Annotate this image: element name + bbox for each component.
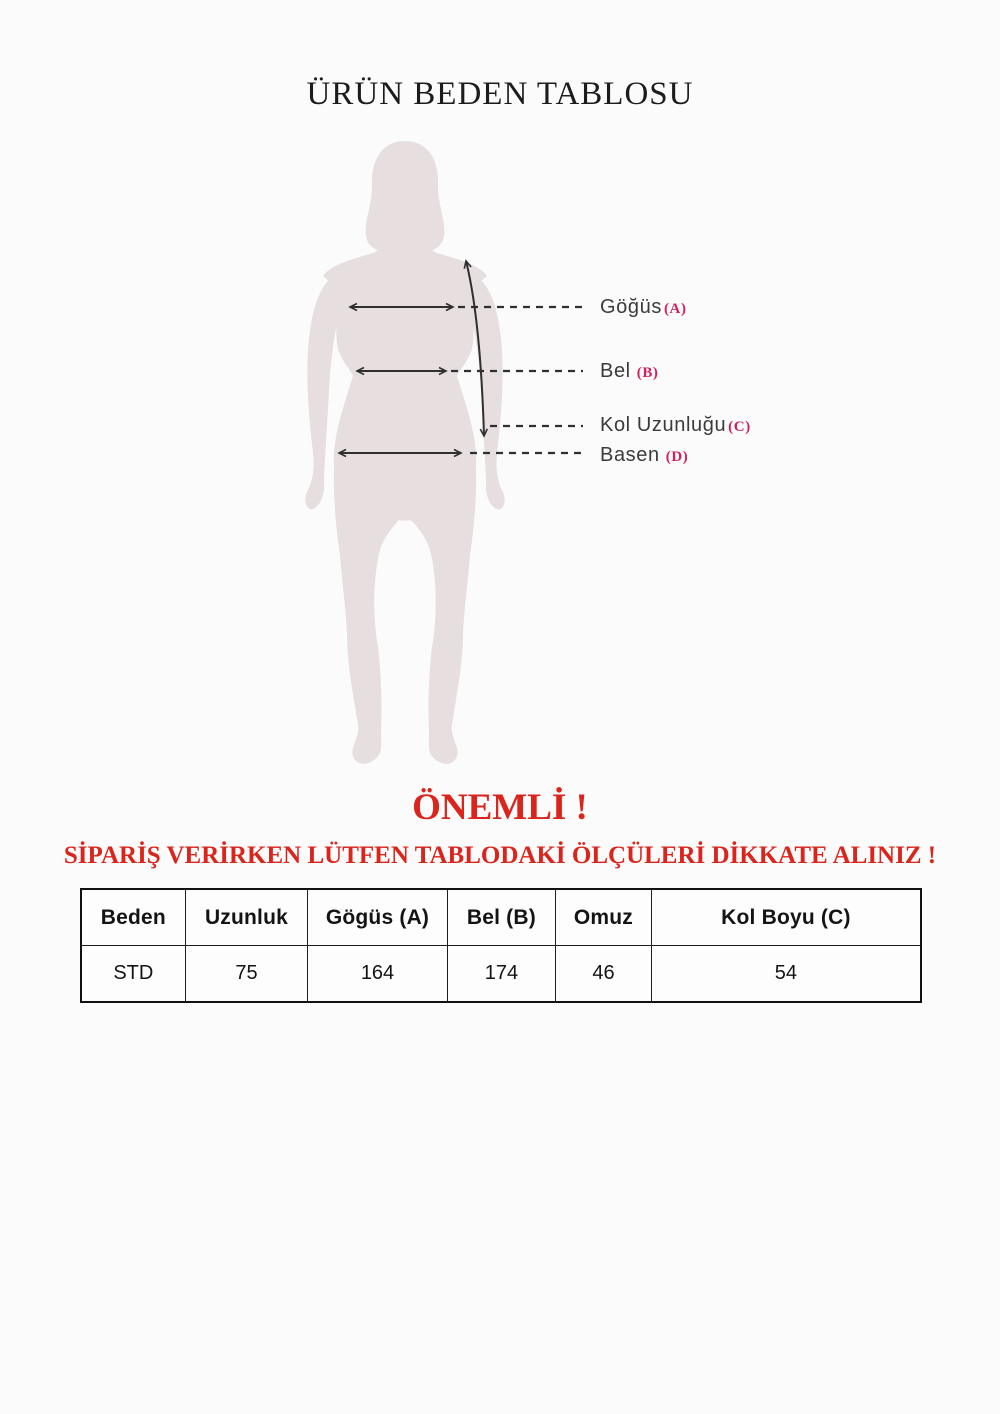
important-heading: ÖNEMLİ ! [412, 787, 588, 828]
size-table-data-row [81, 946, 921, 1003]
label-arm-length-letter: (C) [728, 419, 751, 435]
label-chest [600, 294, 687, 322]
size-table-header-row [81, 889, 921, 946]
warning-message: SİPARİŞ VERİRKEN LÜTFEN TABLODAKİ ÖLÇÜLERİ DİKKATE ALINIZ ! [63, 842, 937, 869]
body-measurement-diagram [290, 135, 760, 765]
cell-gogus: 164 [308, 946, 447, 1003]
cell-uzunluk: 75 [185, 946, 308, 1003]
header-beden: Beden [81, 889, 185, 946]
label-chest-text: Göğüs [600, 296, 662, 318]
header-omuz: Omuz [556, 889, 652, 946]
label-hip-text: Basen [600, 444, 660, 466]
cell-kol-boyu: 54 [651, 946, 921, 1003]
label-arm-length [600, 412, 751, 440]
cell-bel: 174 [447, 946, 555, 1003]
cell-beden: STD [81, 946, 185, 1003]
label-waist [600, 358, 659, 386]
label-arm-length-text: Kol Uzunluğu [600, 414, 727, 436]
header-bel: Bel (B) [447, 889, 555, 946]
page-title: ÜRÜN BEDEN TABLOSU [306, 76, 694, 112]
header-kol-boyu: Kol Boyu (C) [651, 889, 921, 946]
cell-omuz: 46 [556, 946, 652, 1003]
label-waist-letter: (B) [636, 365, 659, 381]
label-chest-letter: (A) [663, 301, 687, 317]
header-gogus: Gögüs (A) [308, 889, 447, 946]
header-uzunluk: Uzunluk [185, 889, 308, 946]
body-silhouette-figure [290, 135, 760, 765]
label-waist-text: Bel [600, 360, 631, 382]
label-hip [600, 442, 688, 470]
label-hip-letter: (D) [665, 449, 689, 465]
size-table [80, 888, 922, 1003]
